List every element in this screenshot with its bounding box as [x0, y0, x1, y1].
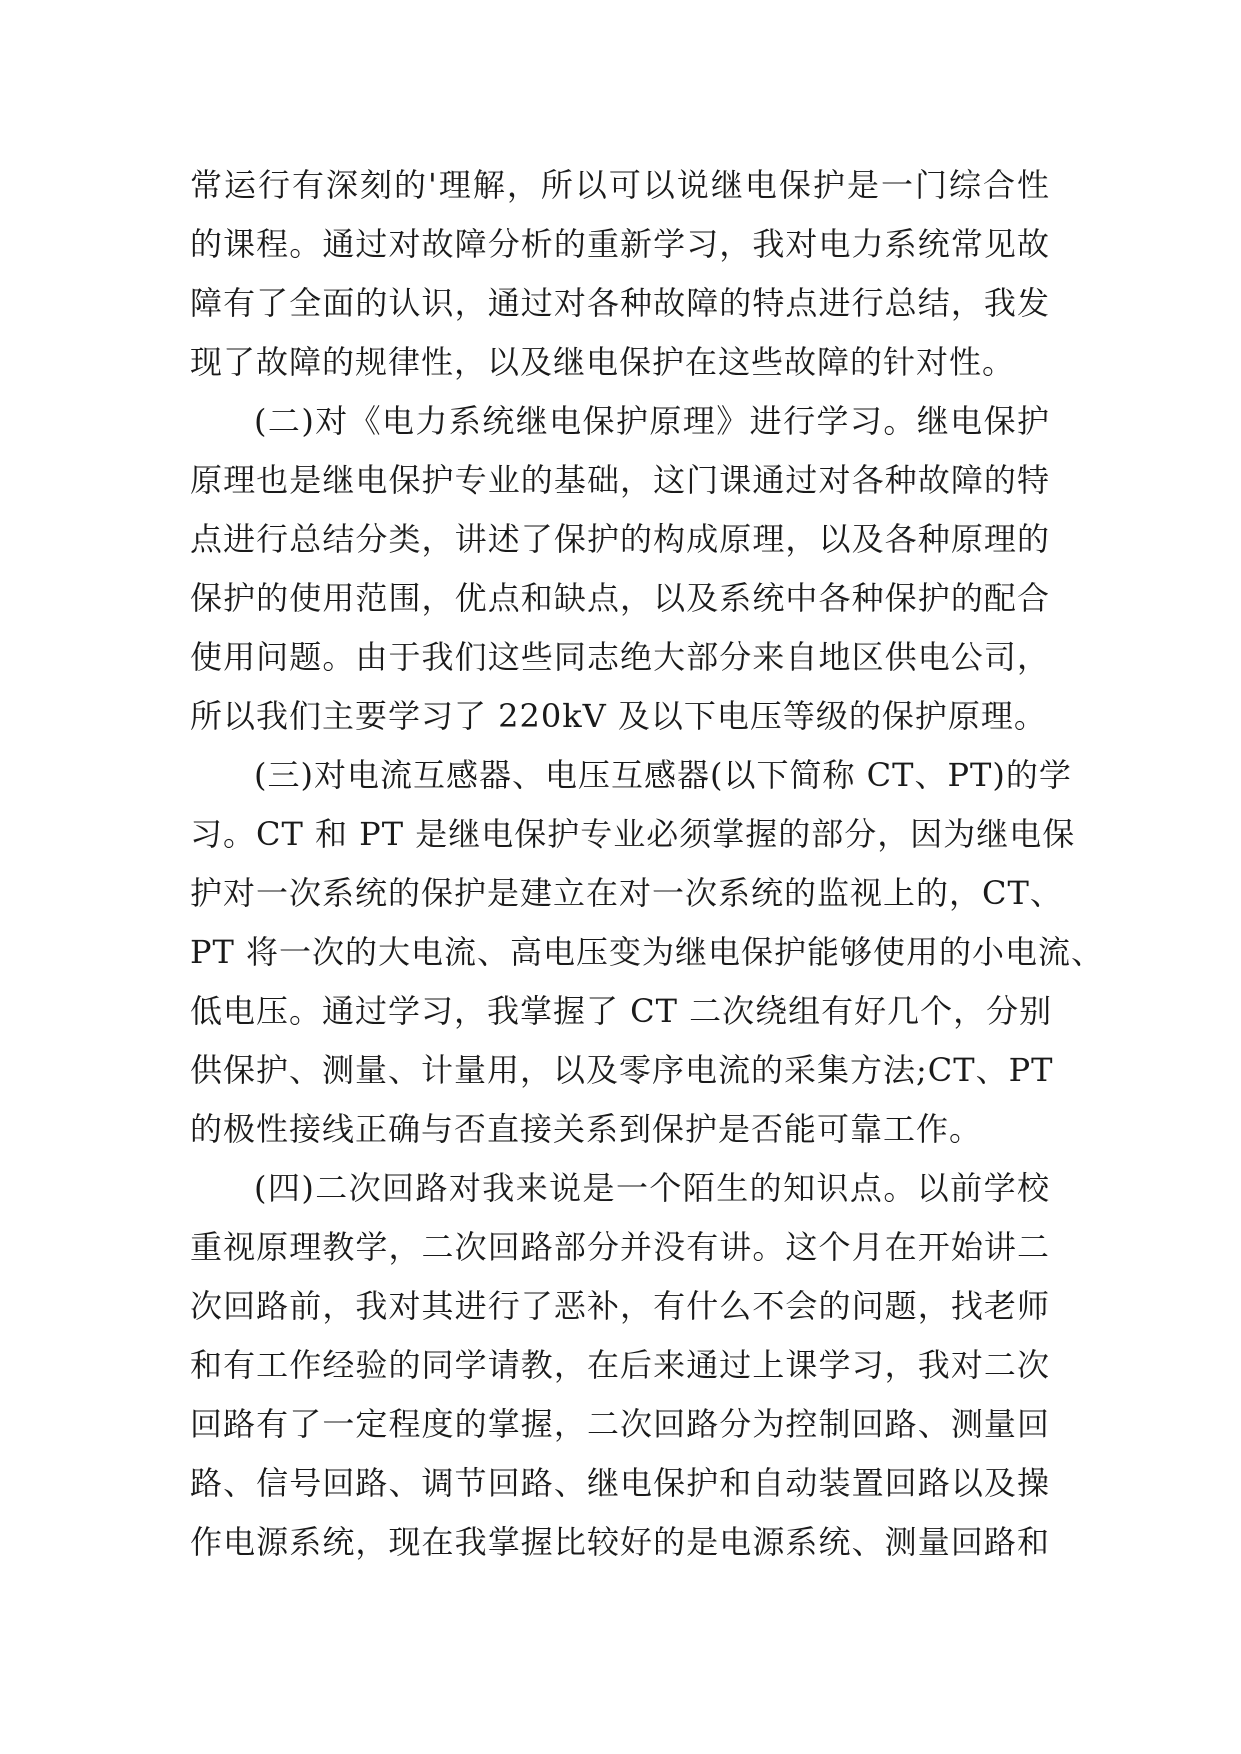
text-line: 的课程。通过对故障分析的重新学习，我对电力系统常见故 [190, 225, 1050, 263]
text-line: 常运行有深刻的'理解，所以可以说继电保护是一门综合性 [190, 166, 1050, 204]
paragraph-start-line: (四)二次回路对我来说是一个陌生的知识点。以前学校 [254, 1169, 1050, 1207]
text-line: 低电压。通过学习，我掌握了 CT 二次绕组有好几个，分别 [190, 992, 1053, 1030]
text-line: 回路有了一定程度的掌握，二次回路分为控制回路、测量回 [190, 1405, 1050, 1443]
text-line: 重视原理教学，二次回路部分并没有讲。这个月在开始讲二 [190, 1228, 1050, 1266]
text-line: 的极性接线正确与否直接关系到保护是否能可靠工作。 [190, 1110, 983, 1148]
text-line: PT 将一次的大电流、高电压变为继电保护能够使用的小电流、 [190, 933, 1105, 971]
text-line: 原理也是继电保护专业的基础，这门课通过对各种故障的特 [190, 461, 1050, 499]
text-line: 供保护、测量、计量用，以及零序电流的采集方法;CT、PT [190, 1051, 1054, 1089]
text-line: 保护的使用范围，优点和缺点，以及系统中各种保护的配合 [190, 579, 1050, 617]
paragraph-start-line: (二)对《电力系统继电保护原理》进行学习。继电保护 [254, 402, 1050, 440]
text-line: 所以我们主要学习了 220kV 及以下电压等级的保护原理。 [190, 697, 1047, 735]
paragraph-start-line: (三)对电流互感器、电压互感器(以下简称 CT、PT)的学 [254, 756, 1072, 794]
text-line: 护对一次系统的保护是建立在对一次系统的监视上的，CT、 [190, 874, 1063, 912]
text-line: 习。CT 和 PT 是继电保护专业必须掌握的部分，因为继电保 [190, 815, 1076, 853]
text-line: 和有工作经验的同学请教，在后来通过上课学习，我对二次 [190, 1346, 1050, 1384]
text-line: 障有了全面的认识，通过对各种故障的特点进行总结，我发 [190, 284, 1050, 322]
body-text [190, 156, 1105, 1572]
text-line: 作电源系统，现在我掌握比较好的是电源系统、测量回路和 [190, 1523, 1050, 1561]
text-line: 路、信号回路、调节回路、继电保护和自动装置回路以及操 [190, 1464, 1050, 1502]
text-line: 使用问题。由于我们这些同志绝大部分来自地区供电公司， [190, 638, 1050, 676]
text-line: 次回路前，我对其进行了恶补，有什么不会的问题，找老师 [190, 1287, 1050, 1325]
text-line: 现了故障的规律性，以及继电保护在这些故障的针对性。 [190, 343, 1016, 381]
text-line: 点进行总结分类，讲述了保护的构成原理，以及各种原理的 [190, 520, 1050, 558]
